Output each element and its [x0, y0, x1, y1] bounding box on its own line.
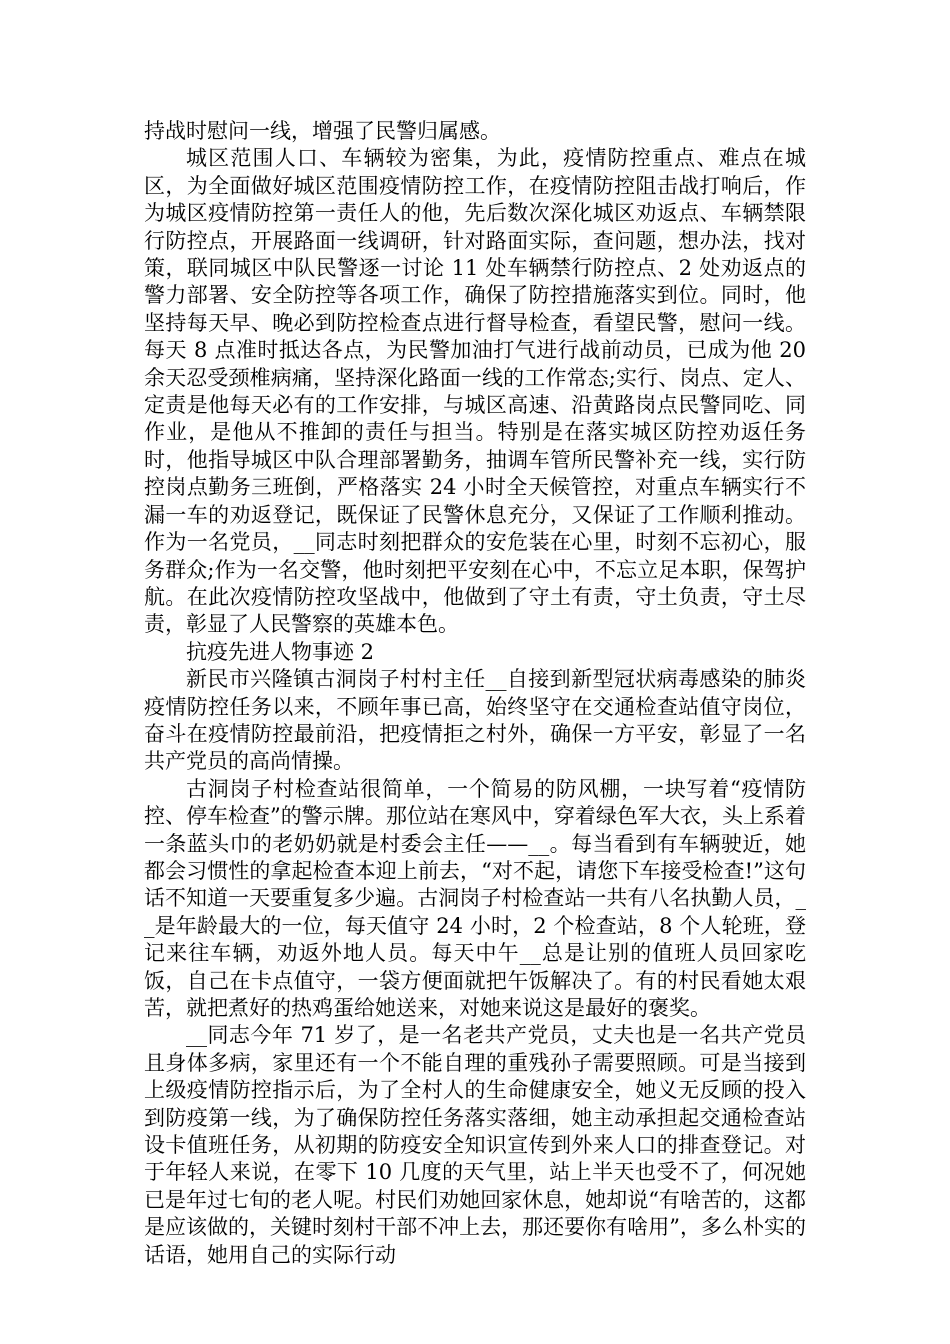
paragraph-village-director: 新民市兴隆镇古洞岗子村村主任__自接到新型冠状病毒感染的肺炎疫情防控任务以来，不顾年事已高，始终坚守在交通检查站值守岗位，奋斗在疫情防控最前沿，把疫情拒之村外，确保一方平安，彰显了一名共产党员的高尚情操。 — [144, 667, 806, 774]
section-heading: 抗疫先进人物事迹 2 — [186, 639, 375, 664]
paragraph-checkpoint: 古洞岗子村检查站很简单，一个简易的防风棚，一块写着“疫情防控、停车检查”的警示牌。那位站在寒风中，穿着绿色军大衣，头上系着一条蓝头巾的老奶奶就是村委会主任——__。每当看到有车辆驶近，她都会习惯性的拿起检查本迎上前去，“对不起，请您下车接受检查!”这句话不知道一天要重复多少遍。古洞岗子村检查站一共有八名执勤人员，__是年龄最大的一位，每天值守 24 小时，2 个检查站，8 个人轮班，登记来往车辆，劝返外地人员。每天中午__总是让别的值班人员回家吃饭，自己在卡点值守，一袋方便面就把午饭解决了。有的村民看她太艰苦，就把煮好的热鸡蛋给她送来，对她来说这是最好的褒奖。 — [144, 776, 806, 1020]
paragraph-party-member: __同志今年 71 岁了，是一名老共产党员，丈夫也是一名共产党员且身体多病，家里还有一个不能自理的重残孙子需要照顾。可是当接到上级疫情防控指示后，为了全村人的生命健康安全，她义无反顾的投入到防疫第一线，为了确保防控任务落实落细，她主动承担起交通检查站设卡值班任务，从初期的防疫安全知识宣传到外来人口的排查登记。对于年轻人来说，在零下 10 几度的天气里，站上半天也受不了，何况她已是年过七旬的老人呢。村民们劝她回家休息，她却说“有啥苦的，这都是应该做的，关键时刻村干部不冲上去，那还要你有啥用”，多么朴实的话语，她用自己的实际行动 — [144, 1023, 806, 1267]
paragraph-city-prevention: 城区范围人口、车辆较为密集，为此，疫情防控重点、难点在城区，为全面做好城区范围疫情防控工作，在疫情防控阻击战打响后，作为城区疫情防控第一责任人的他，先后数次深化城区劝返点、车辆禁限行防控点，开展路面一线调研，针对路面实际，查问题，想办法，找对策，联同城区中队民警逐一讨论 11 处车辆禁行防控点、2 处劝返点的警力部署、安全防控等各项工作，确保了防控措施落实到位。同时，他坚持每天早、晚必到防控检查点进行督导检查，看望民警，慰问一线。每天 8 点准时抵达各点，为民警加油打气进行战前动员，已成为他 20 余天忍受颈椎病痛，坚持深化路面一线的工作常态;实行、岗点、定人、定责是他每天必有的工作安排，与城区高速、沿黄路岗点民警同吃、同作业，是他从不推卸的责任与担当。特别是在落实城区防控劝返任务时，他指导城区中队合理部署勤务，抽调车管所民警补充一线，实行防控岗点勤务三班倒，严格落实 24 小时全天候管控，对重点车辆实行不漏一车的劝返登记，既保证了民警休息充分，又保证了工作顺利推动。作为一名党员，__同志时刻把群众的安危装在心里，时刻不忘初心，服务群众;作为一名交警，他时刻把平安刻在心中，不忘立足本职，保驾护航。在此次疫情防控攻坚战中，他做到了守土有责，守土负责，守土尽责，彰显了人民警察的英雄本色。 — [144, 146, 806, 637]
paragraph-continuation: 持战时慰问一线，增强了民警归属感。 — [144, 119, 501, 143]
document-body — [144, 118, 806, 1269]
